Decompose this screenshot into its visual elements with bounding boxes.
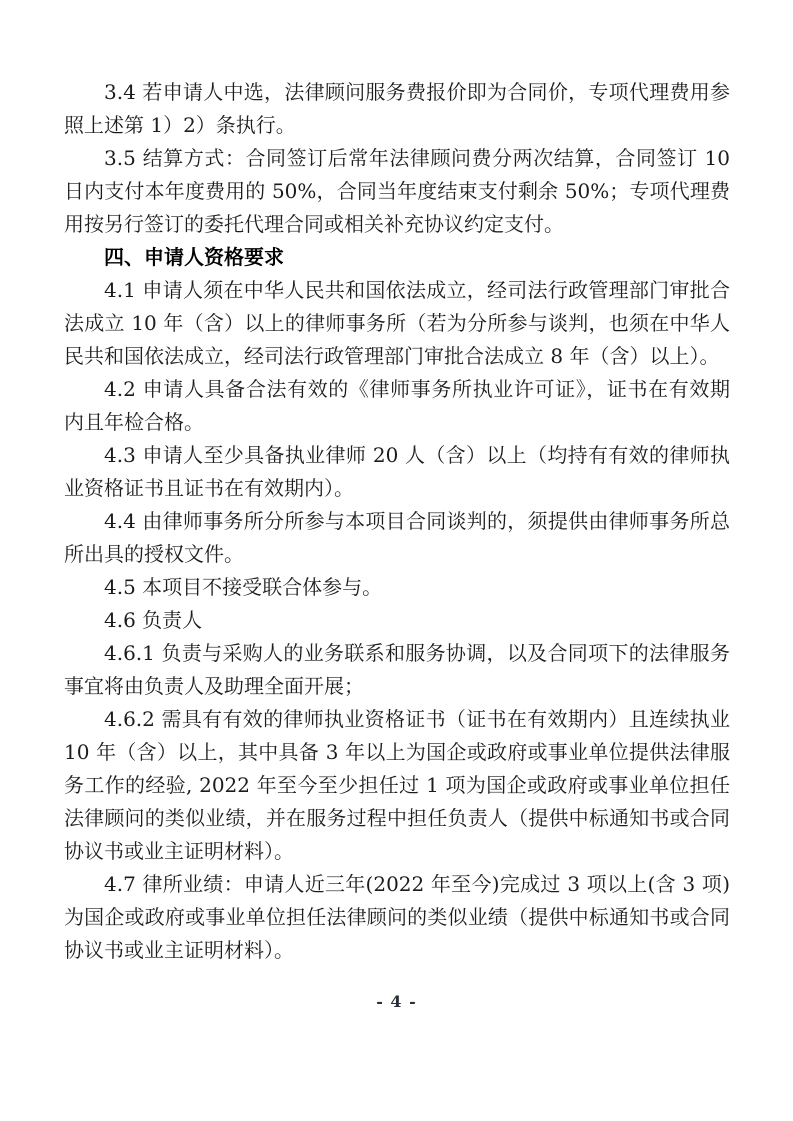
page-number: - 4 - [376, 992, 417, 1011]
paragraph-4-2: 4.2 申请人具备合法有效的《律师事务所执业许可证》，证书在有效期内且年检合格。 [64, 377, 730, 434]
paragraph-4-4: 4.4 由律师事务所分所参与本项目合同谈判的，须提供由律师事务所总所出具的授权文件。 [64, 509, 730, 566]
paragraph-4-6-2: 4.6.2 需具有有效的律师执业资格证书（证书在有效期内）且连续执业 10 年（含）以上，其中具备 3 年以上为国企或政府或事业单位提供法律服务工作的经验, 2022 年至今至少担任过 1 项为国企或政府或事业单位担任法律顾问的类似业绩，并在服务过程中担任负责人（提供中标通知书或合同协议书或业主证明材料）。 [64, 707, 730, 863]
paragraph-3-4: 3.4 若申请人中选，法律顾问服务费报价即为合同价，专项代理费用参照上述第 1）2）条执行。 [64, 80, 730, 137]
paragraph-4-6: 4.6 负责人 [104, 608, 203, 632]
section-4-heading: 四、申请人资格要求 [104, 245, 284, 269]
paragraph-4-3: 4.3 申请人至少具备执业律师 20 人（含）以上（均持有有效的律师执业资格证书且证书在有效期内）。 [64, 443, 730, 500]
paragraph-3-5: 3.5 结算方式：合同签订后常年法律顾问费分两次结算，合同签订 10 日内支付本年度费用的 50%，合同当年度结束支付剩余 50%；专项代理费用按另行签订的委托代理合同或相关补充协议约定支付。 [64, 146, 730, 236]
paragraph-4-6-1: 4.6.1 负责与采购人的业务联系和服务协调，以及合同项下的法律服务事宜将由负责人及助理全面开展； [64, 641, 730, 698]
paragraph-4-7: 4.7 律所业绩：申请人近三年(2022 年至今)完成过 3 项以上(含 3 项) 为国企或政府或事业单位担任法律顾问的类似业绩（提供中标通知书或合同协议书或业主证明材料）。 [64, 872, 730, 962]
document-body [64, 76, 730, 967]
paragraph-4-1: 4.1 申请人须在中华人民共和国依法成立，经司法行政管理部门审批合法成立 10 年（含）以上的律师事务所（若为分所参与谈判，也须在中华人民共和国依法成立，经司法行政管理部门审批合法成立 8 年（含）以上）。 [64, 278, 730, 368]
paragraph-4-5: 4.5 本项目不接受联合体参与。 [104, 575, 383, 599]
